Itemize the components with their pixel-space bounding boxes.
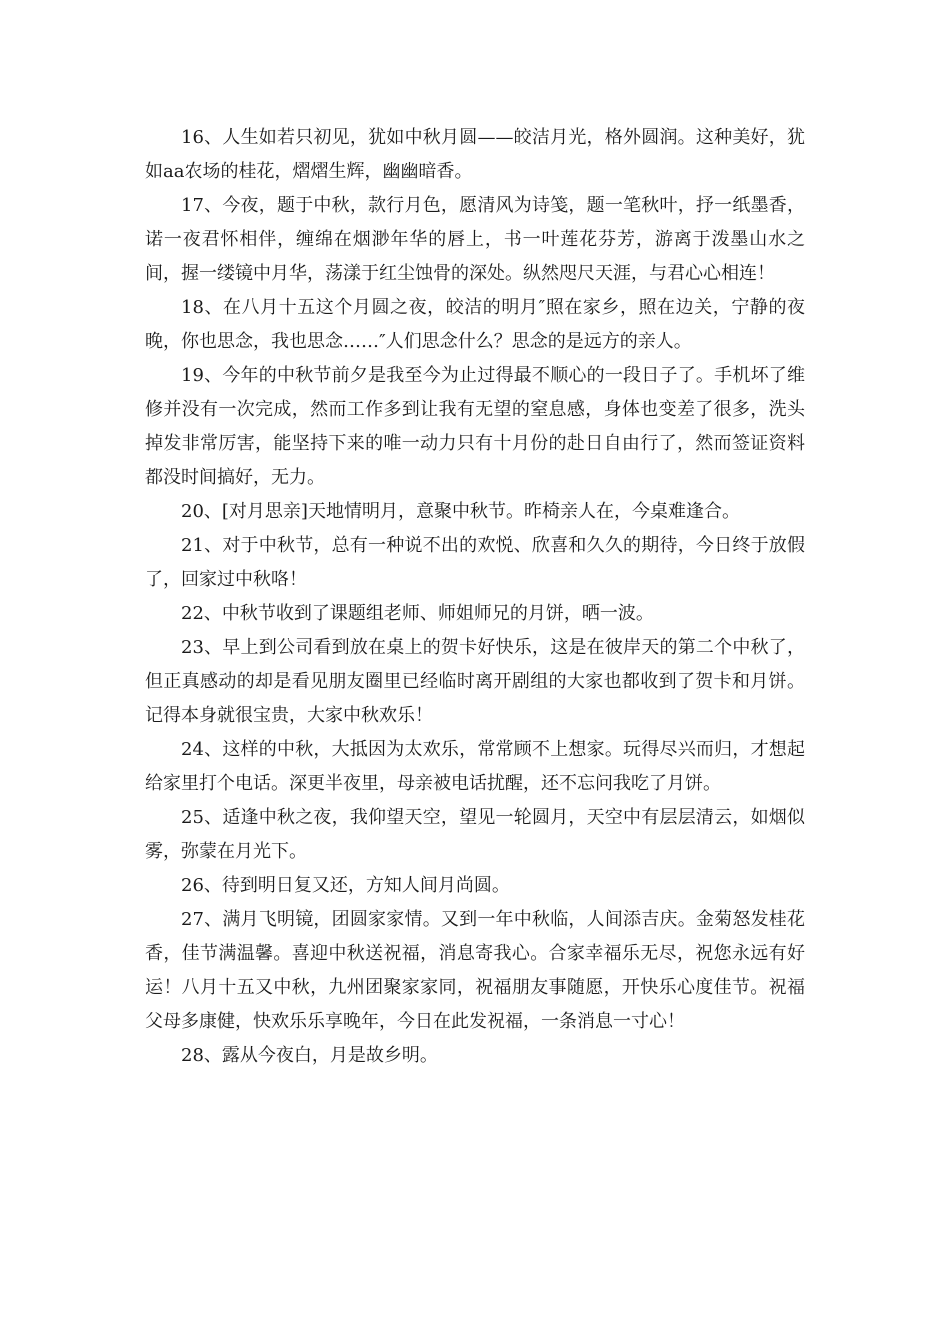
document-body bbox=[145, 121, 805, 1073]
paragraph-17: 17、今夜，题于中秋，款行月色，愿清风为诗笺，题一笔秋叶，抒一纸墨香，诺一夜君怀相伴，缠绵在烟渺年华的唇上，书一叶莲花芬芳，游离于泼墨山水之间，握一缕镜中月华，荡漾于红尘蚀骨的深处。纵然咫尺天涯，与君心心相连！ bbox=[145, 195, 805, 284]
paragraph-23: 23、早上到公司看到放在桌上的贺卡好快乐，这是在彼岸天的第二个中秋了，但正真感动的却是看见朋友圈里已经临时离开剧组的大家也都收到了贺卡和月饼。记得本身就很宝贵，大家中秋欢乐！ bbox=[145, 637, 805, 726]
paragraph-16: 16、人生如若只初见，犹如中秋月圆——皎洁月光，格外圆润。这种美好，犹如aa农场的桂花，熠熠生辉，幽幽暗香。 bbox=[145, 127, 805, 182]
paragraph-24: 24、这样的中秋，大抵因为太欢乐，常常顾不上想家。玩得尽兴而归，才想起给家里打个电话。深更半夜里，母亲被电话扰醒，还不忘问我吃了月饼。 bbox=[145, 739, 805, 794]
paragraph-20: 20、[对月思亲]天地情明月，意聚中秋节。昨椅亲人在，今桌难逢合。 bbox=[181, 501, 740, 522]
paragraph-19: 19、今年的中秋节前夕是我至今为止过得最不顺心的一段日子了。手机坏了维修并没有一次完成，然而工作多到让我有无望的窒息感，身体也变差了很多，洗头掉发非常厉害，能坚持下来的唯一动力只有十月份的赴日自由行了，然而签证资料都没时间搞好，无力。 bbox=[145, 365, 805, 488]
paragraph-28: 28、露从今夜白，月是故乡明。 bbox=[181, 1045, 438, 1066]
paragraph-27: 27、满月飞明镜，团圆家家情。又到一年中秋临，人间添吉庆。金菊怒发桂花香，佳节满温馨。喜迎中秋送祝福，消息寄我心。合家幸福乐无尽，祝您永远有好运！八月十五又中秋，九州团聚家家同，祝福朋友事随愿，开快乐心度佳节。祝福父母多康健，快欢乐乐享晚年，今日在此发祝福，一条消息一寸心！ bbox=[145, 909, 805, 1032]
paragraph-25: 25、适逢中秋之夜，我仰望天空，望见一轮圆月，天空中有层层清云，如烟似雾，弥蒙在月光下。 bbox=[145, 807, 805, 862]
paragraph-21: 21、对于中秋节，总有一种说不出的欢悦、欣喜和久久的期待，今日终于放假了，回家过中秋咯！ bbox=[145, 535, 805, 590]
paragraph-26: 26、待到明日复又还，方知人间月尚圆。 bbox=[181, 875, 510, 896]
paragraph-18: 18、在八月十五这个月圆之夜，皎洁的明月″照在家乡，照在边关，宁静的夜晚，你也思念，我也思念……″人们思念什么？思念的是远方的亲人。 bbox=[145, 297, 805, 352]
paragraph-22: 22、中秋节收到了课题组老师、师姐师兄的月饼，晒一波。 bbox=[181, 603, 654, 624]
